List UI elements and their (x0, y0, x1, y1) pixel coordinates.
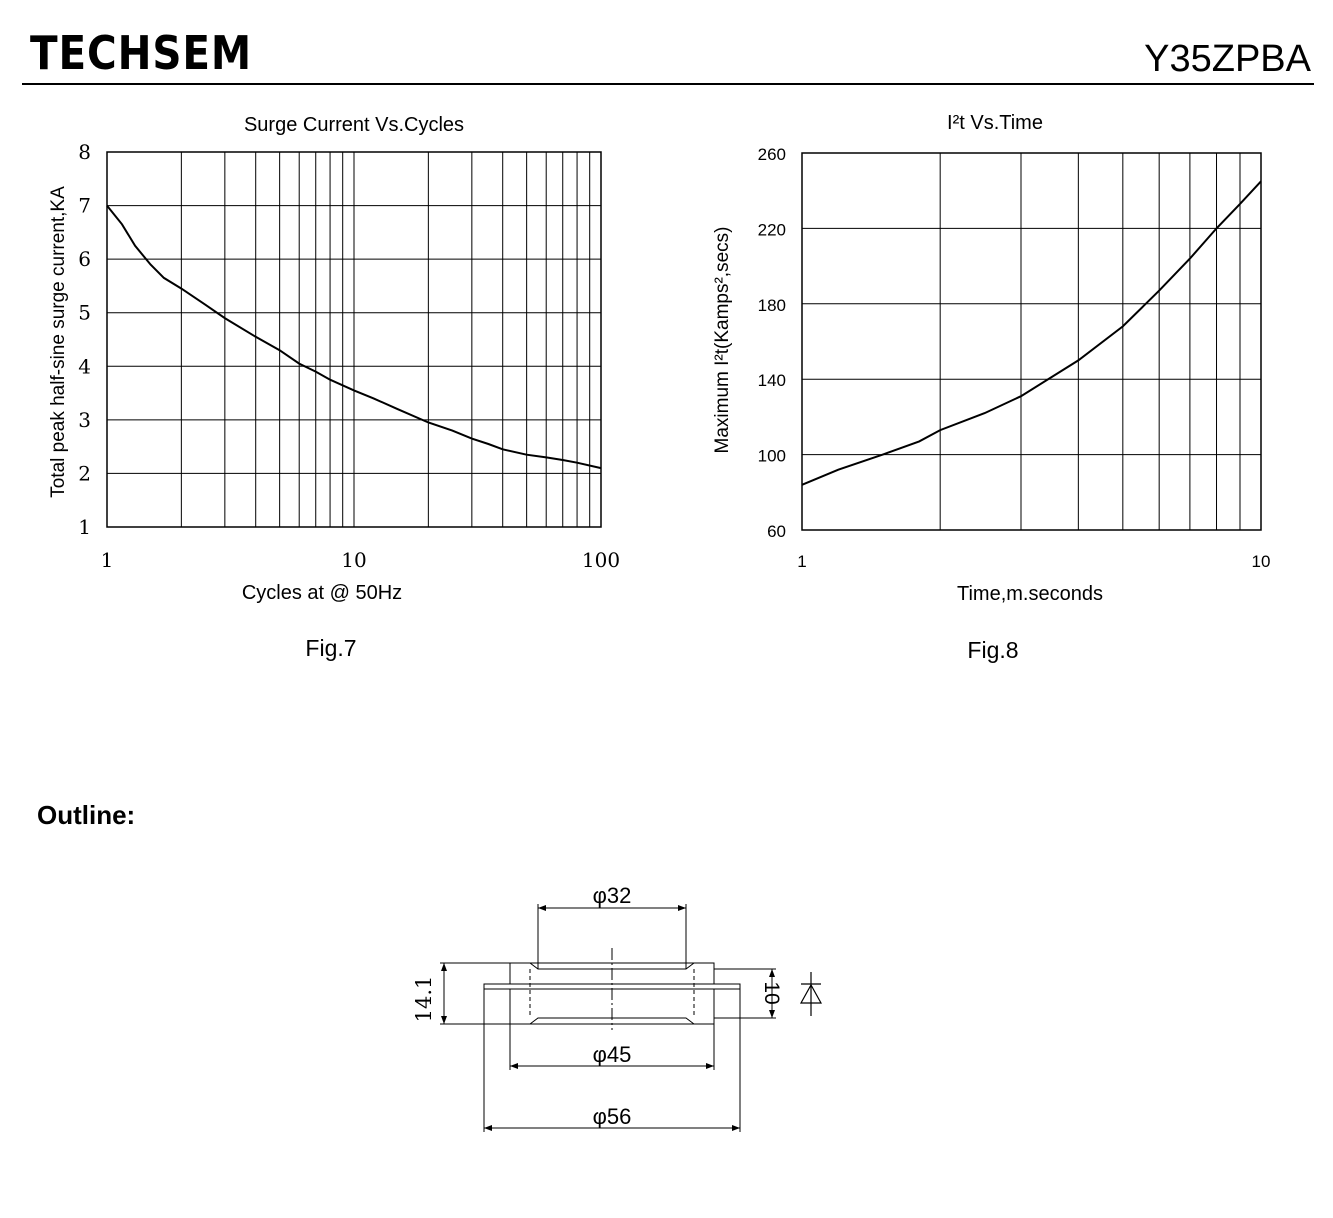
dim-phi32: φ32 (592, 883, 632, 908)
c8-y-tick-label: 140 (757, 371, 786, 391)
c7-x-tick-label: 1 (100, 548, 114, 572)
c7-x-tick-label: 100 (581, 548, 621, 572)
c7-y-tick-label: 6 (78, 247, 91, 272)
chart8-caption: Fig.8 (967, 637, 1019, 663)
chart8-xlabel: Time,m.seconds (957, 583, 1103, 605)
outline-label: Outline: (37, 800, 136, 830)
dim-height-10: 10 (760, 981, 783, 1005)
c7-y-tick-label: 4 (78, 354, 91, 379)
diode-symbol-icon (801, 972, 821, 1016)
c7-y-tick-label: 2 (78, 461, 91, 486)
c8-y-tick-label: 100 (757, 446, 786, 466)
chart7-ylabel: Total peak half-sine surge current,KA (48, 186, 69, 498)
dim-phi56: φ56 (592, 1104, 632, 1129)
c7-y-tick-label: 8 (78, 140, 91, 164)
dim-phi45: φ45 (592, 1042, 632, 1067)
c7-y-tick-label: 7 (78, 193, 91, 218)
part-number: Y35ZPBA (1144, 38, 1311, 80)
chart7-caption: Fig.7 (305, 635, 357, 661)
chart8-title: I²t Vs.Time (947, 112, 1043, 134)
brand-logo: TECHSEM (30, 26, 253, 80)
c7-y-tick-label: 1 (78, 515, 91, 539)
dim-height-14-1: 14.1 (412, 975, 436, 1023)
chart7-xlabel: Cycles at @ 50Hz (241, 582, 403, 604)
c7-y-tick-label: 5 (78, 300, 91, 325)
chart7-title: Surge Current Vs.Cycles (243, 114, 465, 136)
chart8-ylabel: Maximum I²t(Kamps²,secs) (712, 226, 733, 454)
c8-y-tick-label: 180 (757, 295, 786, 315)
c8-x-tick-label: 10 (1251, 552, 1271, 571)
c8-x-tick-label: 1 (797, 552, 807, 571)
c8-y-tick-label: 260 (757, 145, 786, 164)
c7-x-tick-label: 10 (341, 548, 367, 572)
c7-y-tick-label: 3 (78, 407, 91, 432)
c8-y-tick-label: 60 (767, 522, 786, 541)
c8-y-tick-label: 220 (757, 220, 786, 240)
